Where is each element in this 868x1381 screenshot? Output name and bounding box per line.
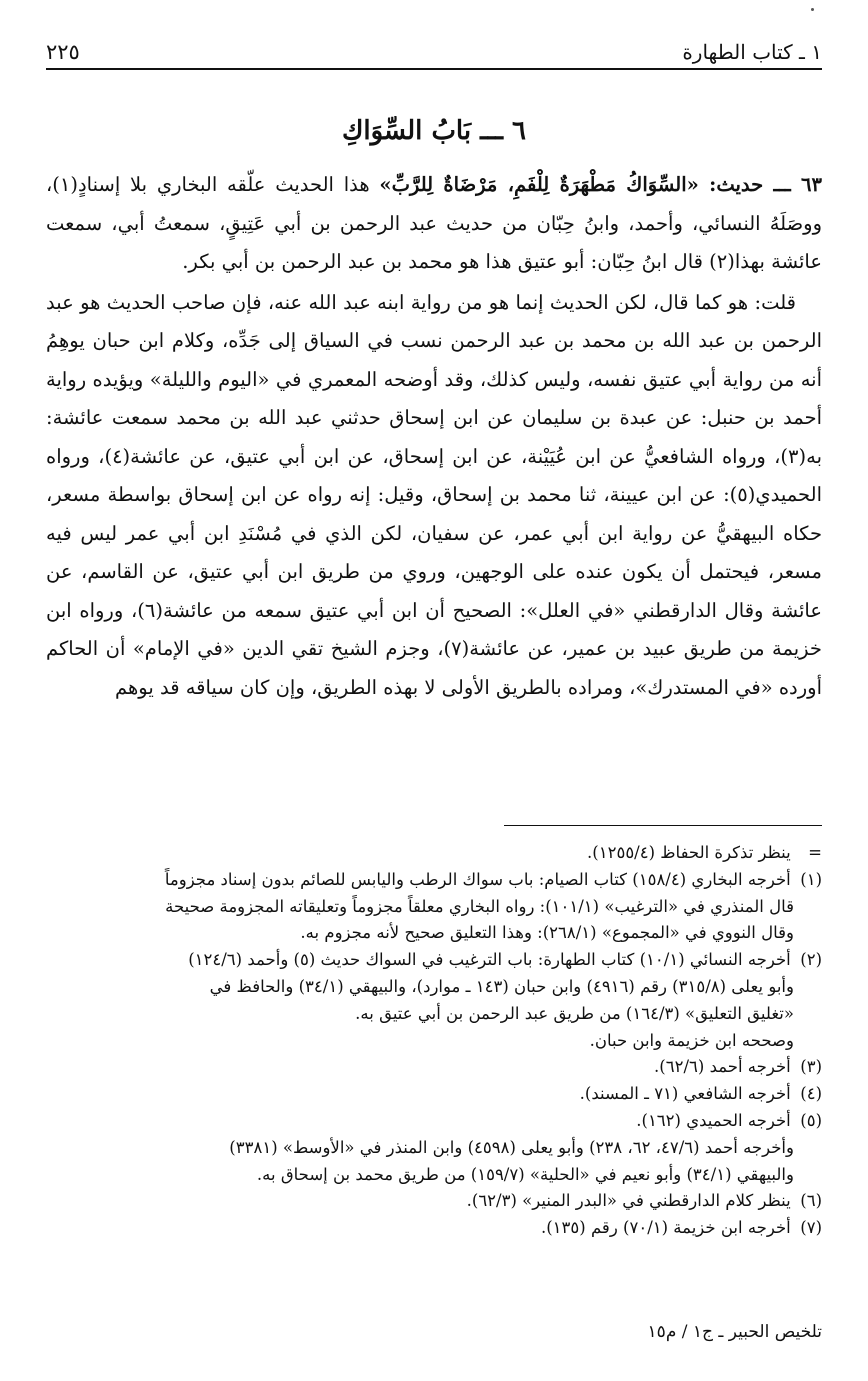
commentary-paragraph: قلت: هو كما قال، لكن الحديث إنما هو من رواية ابنه عبد الله عنه، فإن صاحب الحديث هو عبد الرحمن بن عبد الله بن محمد بن عبد الرحمن نسب في السياق إلى جَدِّه، وكلام ابن حبان يوهِمُ أنه من رواية أبي عتيق نفسه، وليس كذلك، وقد أوضحه المعمري في «اليوم والليلة» ويؤيده رواية أحمد بن حنبل: عن عبدة بن سليمان عن ابن إسحاق حدثني عبد الله بن محمد سمعت عائشة: به(٣)، ورواه الشافعيُّ عن ابن عُيَيْنة، عن ابن إسحاق، عن ابن أبي عتيق، عن عائشة(٤)، ورواه الحميدي(٥): عن ابن عيينة، ثنا محمد بن إسحاق، وقيل: إنه رواه عن ابن إسحاق بواسطة مسعر، حكاه البيهقيُّ عن رواية ابن أبي عمر، عن سفيان، لكن الذي في مُسْنَدِ ابن أبي عمر ليس فيه مسعر، فيحتمل أن يكون عنده على الوجهين، وروي من طريق ابن أبي عتيق، عن القاسم، عن عائشة وقال الدارقطني «في العلل»: الصحيح أن ابن أبي عتيق سمعه من عائشة(٦)، ورواه ابن خزيمة من طريق عبيد بن عمير، عن عائشة(٧)، وجزم الشيخ تقي الدين «في الإمام» أن الحاكم أورده «في المستدرك»، ومراده بالطريق الأولى لا بهذه الطريق، وإن كان سياقه قد يوهم [46,290,823,699]
footnote-text: أخرجه النسائي (١٠/١) كتاب الطهارة: باب الترغيب في السواك حديث (٥) وأحمد (١٢٤/٦) [188,950,791,970]
footnote-text: أخرجه ابن خزيمة (٧٠/١) رقم (١٣٥). [540,1218,791,1238]
footnote-text: ينظر تذكرة الحفاظ (١٢٥٥/٤). [587,843,791,862]
footnote-line [46,894,822,921]
footnote-line [46,1162,822,1189]
footnote-line [46,1054,822,1081]
page-header [46,30,822,64]
footnote-marker: (٣) [800,1057,822,1077]
footnote-marker: (٥) [800,1110,822,1130]
footnote-text: أخرجه الشافعي (٧١ ـ المسند). [579,1084,791,1104]
footnote-marker: = [808,843,822,862]
footnote-line [46,947,822,974]
hadith-commentary: هذا الحديث علّقه البخاري بلا إسنادٍ(١)، ووصَلَهُ النسائي، وأحمد، وابنُ حِبّان من حديث عبد الرحمن بن أبي عَتِيقٍ، سمعتُ أبي، سمعت عائشة بهذا(٢) قال ابنُ حِبّان: أبو عتيق هذا هو محمد بن عبد الرحمن بن أبي بكر. [46,173,822,273]
page-number: ٢٢٥ [46,40,80,64]
footnote-text: أخرجه البخاري (١٥٨/٤) كتاب الصيام: باب سواك الرطب واليابس للصائم بدون إسناد مجزوماً [164,869,791,889]
footnote-marker: (٤) [800,1084,822,1104]
hadith-paragraph [46,166,822,282]
header-rule [46,68,822,70]
footnote-text: أخرجه الحميدي (١٦٢). [636,1110,791,1130]
footnote-text: وصححه ابن خزيمة وابن حبان. [589,1030,794,1050]
footnote-line [46,920,822,947]
footnote-text: والبيهقي (٣٤/١) وأبو نعيم في «الحلية» (١٥٩/٧) من طريق محمد بن إسحاق به. [256,1164,794,1184]
footnote-marker: (١) [800,869,822,889]
footnote-text: «تغليق التعليق» (١٦٤/٣) من طريق عبد الرحمن بن أبي عتيق به. [355,1003,794,1023]
footnote-line [46,1108,822,1135]
footnote-marker: (٦) [800,1191,822,1211]
page-footer: تلخيص الحبير ـ ج١ / م١٥ [647,1322,822,1342]
main-text [46,166,822,707]
footnote-line [46,1081,822,1108]
footnote-text: وقال النووي في «المجموع» (٢٦٨/١): وهذا التعليق صحيح لأنه مجزوم به. [300,923,794,943]
footnote-line [46,1001,822,1028]
footnote-line [46,1188,822,1215]
footnote-marker: (٧) [800,1218,822,1238]
footnote-line [46,974,822,1001]
scan-speck [811,8,814,11]
footnote-line [46,1028,822,1055]
footnote-separator [504,825,822,826]
footnote-text: أخرجه أحمد (٦٢/٦). [654,1057,791,1077]
footnote-text: وأخرجه أحمد (٤٧/٦، ٦٢، ٢٣٨) وأبو يعلى (٤٥٩٨) وابن المنذر في «الأوسط» (٣٣٨١) [229,1137,794,1157]
chapter-heading: ٦ ـــ بَابُ السِّوَاكِ [341,116,527,146]
footnote-marker: (٢) [800,950,822,970]
running-title: ١ ـ كتاب الطهارة [682,40,822,64]
footnotes [46,840,822,1242]
footnote-line [46,1215,822,1242]
footnote-text: وأبو يعلى (٣١٥/٨) رقم (٤٩١٦) وابن حبان (١٤٣ ـ موارد)، والبيهقي (٣٤/١) والحافظ في [209,976,794,996]
footnote-line [46,867,822,894]
hadith-lead: ٦٣ ـــ حديث: «السِّوَاكُ مَطْهَرَةٌ لِلْفَمِ، مَرْضَاةٌ لِلرَّبِّ» [379,173,822,196]
footnote-line [46,840,822,867]
footnote-text: ينظر كلام الدارقطني في «البدر المنير» (٦٢/٣). [466,1191,791,1211]
footnote-text: قال المنذري في «الترغيب» (١٠١/١): رواه البخاري معلقاً مجزوماً وتعليقاته المجزومة صحيحة [165,896,794,916]
footnote-line [46,1135,822,1162]
